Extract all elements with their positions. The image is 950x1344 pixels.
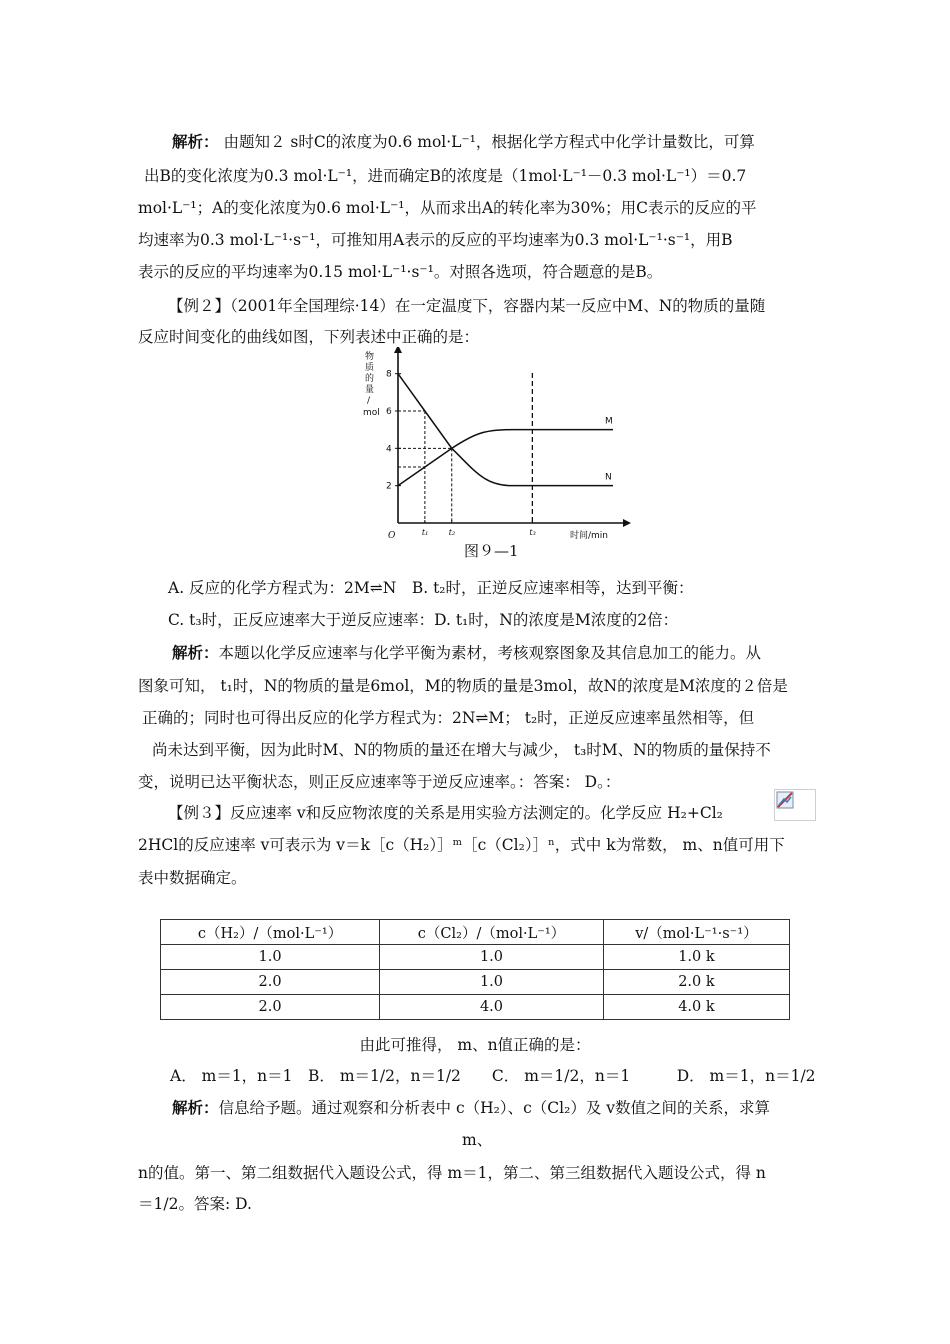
options3: A． m＝1，n＝1 B． m＝1/2，n＝1/2 C． m＝1/2，n＝1 D． m＝1，n＝1/2: [170, 1067, 816, 1085]
series-label-M: M: [605, 416, 613, 427]
table-row: [161, 995, 790, 1020]
chart: [355, 347, 635, 547]
options-ab: A. 反应的化学方程式为：2M⇌N B. t₂时，正逆反应速率相等，达到平衡：: [168, 579, 694, 597]
rate-data-table: [160, 919, 790, 1020]
y-axis-label-4: 量: [365, 385, 375, 395]
broken-image-icon: [775, 790, 815, 820]
y-axis-label-2: 质: [365, 363, 375, 373]
analysis3-line1: 解析：信息给予题。通过观察和分析表中 c（H₂）、c（Cl₂）及 v数值之间的关系，求算: [172, 1098, 771, 1117]
table-header-row: [161, 920, 790, 945]
options-cd: C. t₃时，正反应速率大于逆反应速率：D. t₁时，N的浓度是M浓度的2倍：: [168, 611, 679, 629]
table-row: [161, 970, 790, 995]
x-tick-label: t₂: [448, 528, 456, 537]
analysis2-label: 解析：: [172, 643, 219, 662]
table-cell: 4.0: [380, 995, 604, 1020]
analysis2-line4: 尚未达到平衡，因为此时M、N的物质的量还在增大与减少， t₃时M、N的物质的量保持不: [152, 741, 771, 759]
analysis3-line2: m、: [462, 1131, 493, 1149]
table-cell: 2.0: [161, 970, 380, 995]
analysis3-line4: ＝1/2。答案: D.: [138, 1195, 252, 1213]
example2-line2: 反应时间变化的曲线如图，下列表述中正确的是：: [138, 328, 480, 346]
example3-line2: 2HCl的反应速率 v可表示为 v＝k［c（H₂）］ᵐ［c（Cl₂）］ⁿ，式中 k为常数， m、n值可用下: [138, 836, 785, 854]
table-row: [161, 945, 790, 970]
equation-image: [774, 789, 816, 821]
y-tick-label: 6: [386, 407, 392, 417]
series-label-N: N: [605, 472, 612, 483]
y-axis-label-1: 物: [365, 352, 375, 362]
analysis2-line2: 图象可知， t₁时，N的物质的量是6mol，M的物质的量是3mol，故N的浓度是M浓度的２倍是: [138, 677, 788, 695]
analysis1-line1: 解析： 由题知２ s时C的浓度为0.6 mol·L⁻¹，根据化学方程式中化学计量数比，可算: [172, 132, 755, 151]
table-header-cell: c（H₂）/（mol·L⁻¹）: [161, 920, 380, 945]
table-cell: 2.0: [161, 995, 380, 1020]
table-cell: 1.0: [161, 945, 380, 970]
table-cell: 4.0 k: [603, 995, 789, 1020]
x-axis-arrow-icon: [623, 519, 631, 527]
table-header-cell: c（Cl₂）/（mol·L⁻¹）: [380, 920, 604, 945]
question3: 由此可推得， m、n值正确的是：: [359, 1036, 591, 1054]
example3-line3: 表中数据确定。: [138, 869, 247, 887]
example3-line1: 【例３】反应速率 v和反应物浓度的关系是用实验方法测定的。化学反应 H₂+Cl₂: [168, 804, 723, 822]
analysis3-label: 解析：: [172, 1098, 219, 1117]
analysis1-line4: 均速率为0.3 mol·L⁻¹·s⁻¹，可推知用A表示的反应的平均速率为0.3 mol·L⁻¹·s⁻¹，用B: [138, 231, 733, 249]
y-axis-label-3: 的: [365, 374, 375, 384]
analysis1-label: 解析：: [172, 132, 219, 151]
figure-caption: 图９—1: [464, 542, 519, 560]
analysis2-line1: 解析：本题以化学反应速率与化学平衡为素材，考核观察图象及其信息加工的能力。从: [172, 643, 762, 662]
y-tick-label: 4: [386, 444, 392, 455]
analysis1-line3: mol·L⁻¹；A的变化浓度为0.6 mol·L⁻¹，从而求出A的转化率为30%；用C表示的反应的平: [138, 199, 757, 217]
y-axis-arrow-icon: [394, 347, 402, 353]
analysis2-line5: 变，说明已达平衡状态，则正反应速率等于逆反应速率。：答案： D。：: [138, 773, 621, 791]
chart-plot: [386, 347, 631, 537]
analysis1-line2: 出B的变化浓度为0.3 mol·L⁻¹，进而确定B的浓度是（1mol·L⁻¹－0.3 mol·L⁻¹）＝0.7: [144, 167, 747, 185]
table-cell: 1.0 k: [603, 945, 789, 970]
y-tick-label: 2: [386, 481, 392, 492]
table-cell: 1.0: [380, 970, 604, 995]
y-axis-label-6: mol: [363, 408, 380, 418]
table-cell: 2.0 k: [603, 970, 789, 995]
x-tick-label: t₁: [421, 528, 429, 537]
analysis2-line3: 正确的；同时也可得出反应的化学方程式为：2N⇌M； t₂时，正逆反应速率虽然相等，但: [142, 709, 755, 727]
example2-line1: 【例２】（2001年全国理综·14）在一定温度下，容器内某一反应中M、N的物质的量随: [168, 297, 766, 315]
table-header-cell: v/（mol·L⁻¹·s⁻¹）: [603, 920, 789, 945]
x-tick-label: t₃: [529, 528, 536, 537]
y-axis-label-5: /: [367, 396, 371, 406]
analysis1-line5: 表示的反应的平均速率为0.15 mol·L⁻¹·s⁻¹。对照各选项，符合题意的是B。: [138, 263, 663, 281]
analysis3-line3: n的值。第一、第二组数据代入题设公式，得 m＝1，第二、第三组数据代入题设公式，得 n: [138, 1164, 766, 1182]
series-line-M: [398, 430, 613, 486]
table-cell: 1.0: [380, 945, 604, 970]
origin-label: O: [388, 531, 396, 541]
x-axis-label: 时间/min: [570, 531, 609, 541]
y-tick-label: 8: [386, 369, 392, 380]
